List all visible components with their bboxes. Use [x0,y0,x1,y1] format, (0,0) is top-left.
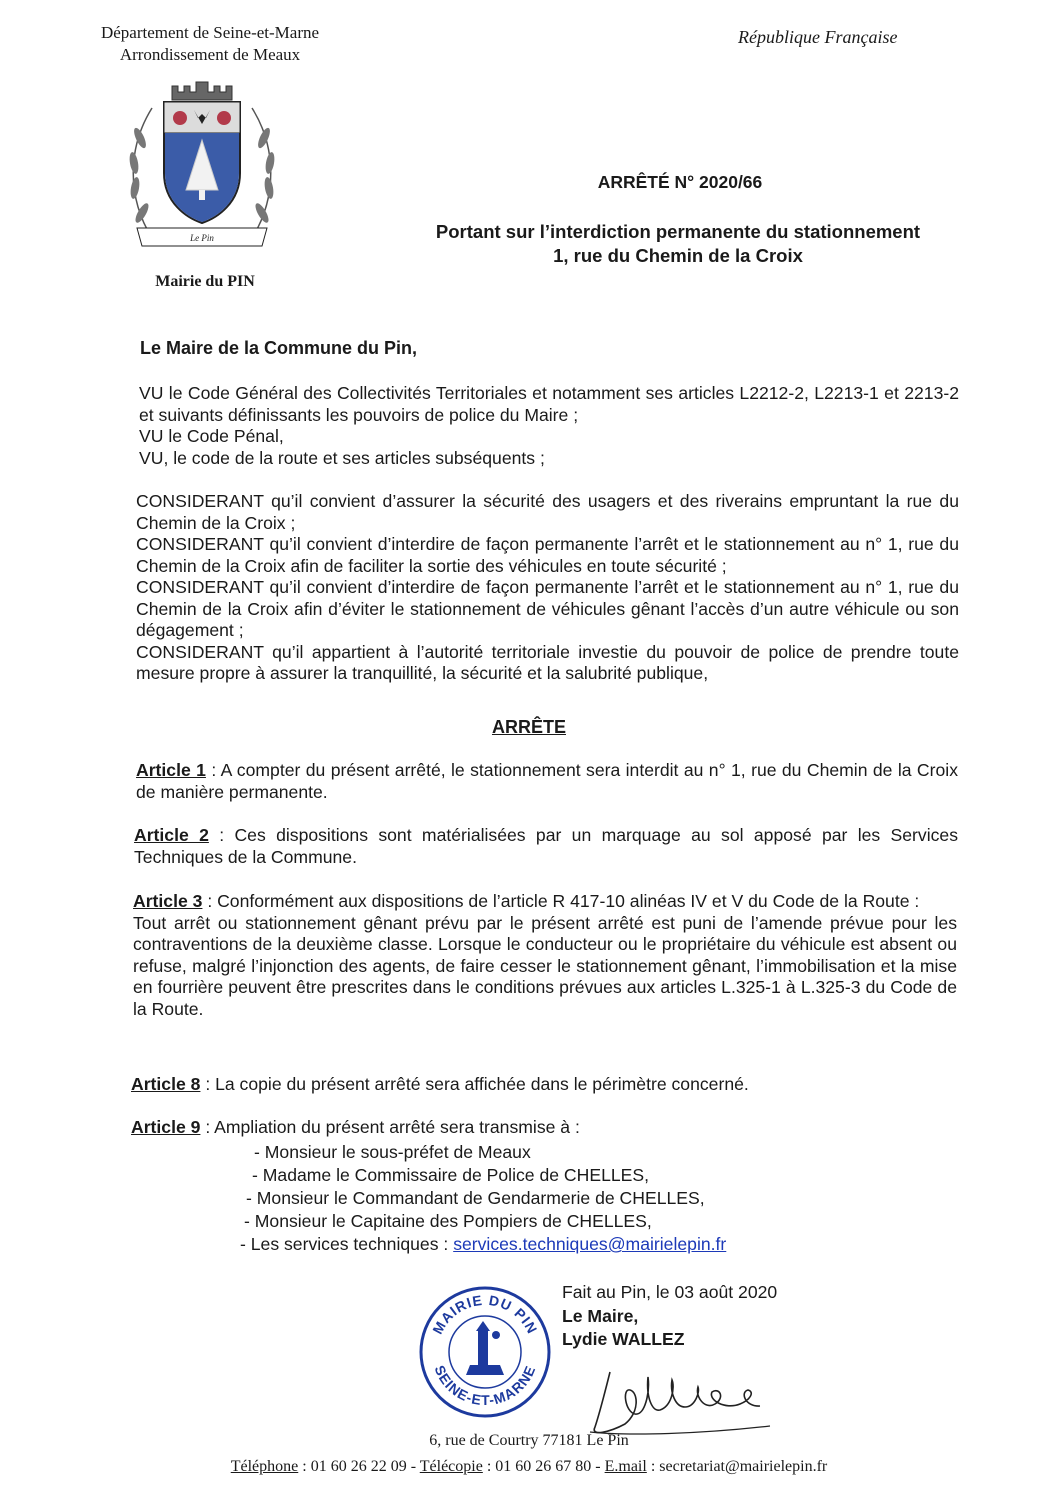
recipient-label: - Les services techniques : [240,1234,454,1254]
subject-line-1: Portant sur l’interdiction permanente du stationnement [435,221,921,242]
greeting: Le Maire de la Commune du Pin, [140,338,418,358]
email-label: E.mail [604,1458,647,1475]
recipient-item: - Monsieur le Capitaine des Pompiers de CHELLES, [244,1211,652,1231]
article-text: : La copie du présent arrêté sera affichée dans le périmètre concerné. [200,1074,749,1094]
telephone-number: : 01 60 26 22 09 - [298,1458,420,1475]
signatory-role: Le Maire, [562,1305,639,1326]
decree-subject [380,220,976,268]
footer-address: 6, rue de Courtry 77181 Le Pin [429,1432,629,1449]
signature-block [562,1281,777,1352]
fax-number: : 01 60 26 67 80 - [482,1458,605,1475]
decree-number: ARRÊTÉ N° 2020/66 [597,172,763,192]
considerant-item: CONSIDERANT qu’il appartient à l’autorité territoriale investie du pouvoir de police de prendre toute mesure propre à assurer la tranquillité, la sécurité et la salubrité publique, [136,641,959,683]
article-label: Article 8 [131,1074,201,1094]
telephone-label: Téléphone [230,1458,299,1475]
town-crest-logo [122,78,282,253]
header-administrative-block [80,22,340,66]
decree-heading: ARRÊTE [491,717,566,737]
article-1 [136,760,958,803]
article-text: : A compter du présent arrêté, le stationnement sera interdit au n° 1, rue du Chemin de la Croix de manière permanente. [136,760,958,802]
article-9 [131,1117,955,1139]
crest-motto: Le Pin [190,233,214,243]
vu-block [139,383,959,469]
recipient-item: - Monsieur le sous-préfet de Meaux [254,1142,531,1162]
considerant-item: CONSIDERANT qu’il convient d’interdire de façon permanente l’arrêt et le stationnement au n° 1, rue du Chemin de la Croix afin de faciliter la sortie des véhicules en toute sécurité ; [136,534,959,576]
recipient-item: - Madame le Commissaire de Police de CHELLES, [252,1165,649,1185]
place-date: Fait au Pin, le 03 août 2020 [562,1282,778,1302]
article-label: Article 2 [134,825,209,845]
stamp-bottom-text: SEINE-ET-MARNE [431,1362,539,1409]
article-label: Article 9 [131,1117,201,1137]
subject-line-2: 1, rue du Chemin de la Croix [553,245,803,266]
article-text: : Ces dispositions sont matérialisées par un marquage au sol apposé par les Services Techniques de la Commune. [134,825,958,867]
stamp-top-text: MAIRIE DU PIN [429,1291,541,1337]
fax-label: Télécopie [419,1458,483,1475]
handwritten-signature [580,1352,780,1442]
mairie-label: Mairie du PIN [155,273,255,290]
article-text: : Ampliation du présent arrêté sera transmise à : [200,1117,580,1137]
secretariat-email[interactable]: : secretariat@mairielepin.fr [646,1458,828,1475]
services-techniques-email-link[interactable]: services.techniques@mairielepin.fr [453,1234,727,1254]
considerant-block [136,491,959,685]
article-2 [134,825,958,868]
considerant-item: CONSIDERANT qu’il convient d’interdire de façon permanente l’arrêt et le stationnement au n° 1, rue du Chemin de la Croix afin d’éviter le stationnement de véhicules gênant l’accès d’un autre véhicule ou son dégagement ; [136,577,959,640]
vu-item: VU, le code de la route et ses articles subséquents ; [139,447,545,468]
arrondissement-name: Arrondissement de Meaux [119,45,301,64]
article-3-penalty-text: Tout arrêt ou stationnement gênant prévu par le présent arrêté est puni de l’amende prévue pour les contraventions de la deuxième classe. Lorsque le conducteur ou le propriétaire du véhicule est absent ou refuse, malgré l’injonction des agents, de faire cesser le stationnement gênant, l’immobilisation et la mise en fourrière peuvent être prescrites dans le conditions prévues aux articles L.325-1 à L.325-3 du Code de la Route. [133,912,957,1019]
department-name: Département de Seine-et-Marne [100,23,320,42]
article-label: Article 3 [133,891,203,911]
article-text: : Conformément aux dispositions de l’article R 417-10 alinéas IV et V du Code de la Route : [202,891,920,911]
recipient-item: - Monsieur le Commandant de Gendarmerie de CHELLES, [246,1188,705,1208]
recipients-list [240,1141,940,1256]
signatory-name: Lydie WALLEZ [562,1329,685,1349]
footer-contact-line [0,1458,1058,1476]
republic-label: République Française [738,27,898,47]
article-3 [133,891,957,1020]
considerant-item: CONSIDERANT qu’il convient d’assurer la sécurité des usagers et des riverains empruntant la rue du Chemin de la Croix ; [136,491,959,533]
mairie-stamp [418,1285,552,1419]
article-label: Article 1 [136,760,206,780]
recipient-item [240,1233,940,1256]
article-8 [131,1074,955,1096]
vu-item: VU le Code Pénal, [139,426,284,446]
vu-item: VU le Code Général des Collectivités Territoriales et notamment ses articles L2212-2, L2213-1 et 2213-2 et suivants définissants les pouvoirs de police du Maire ; [139,383,959,425]
